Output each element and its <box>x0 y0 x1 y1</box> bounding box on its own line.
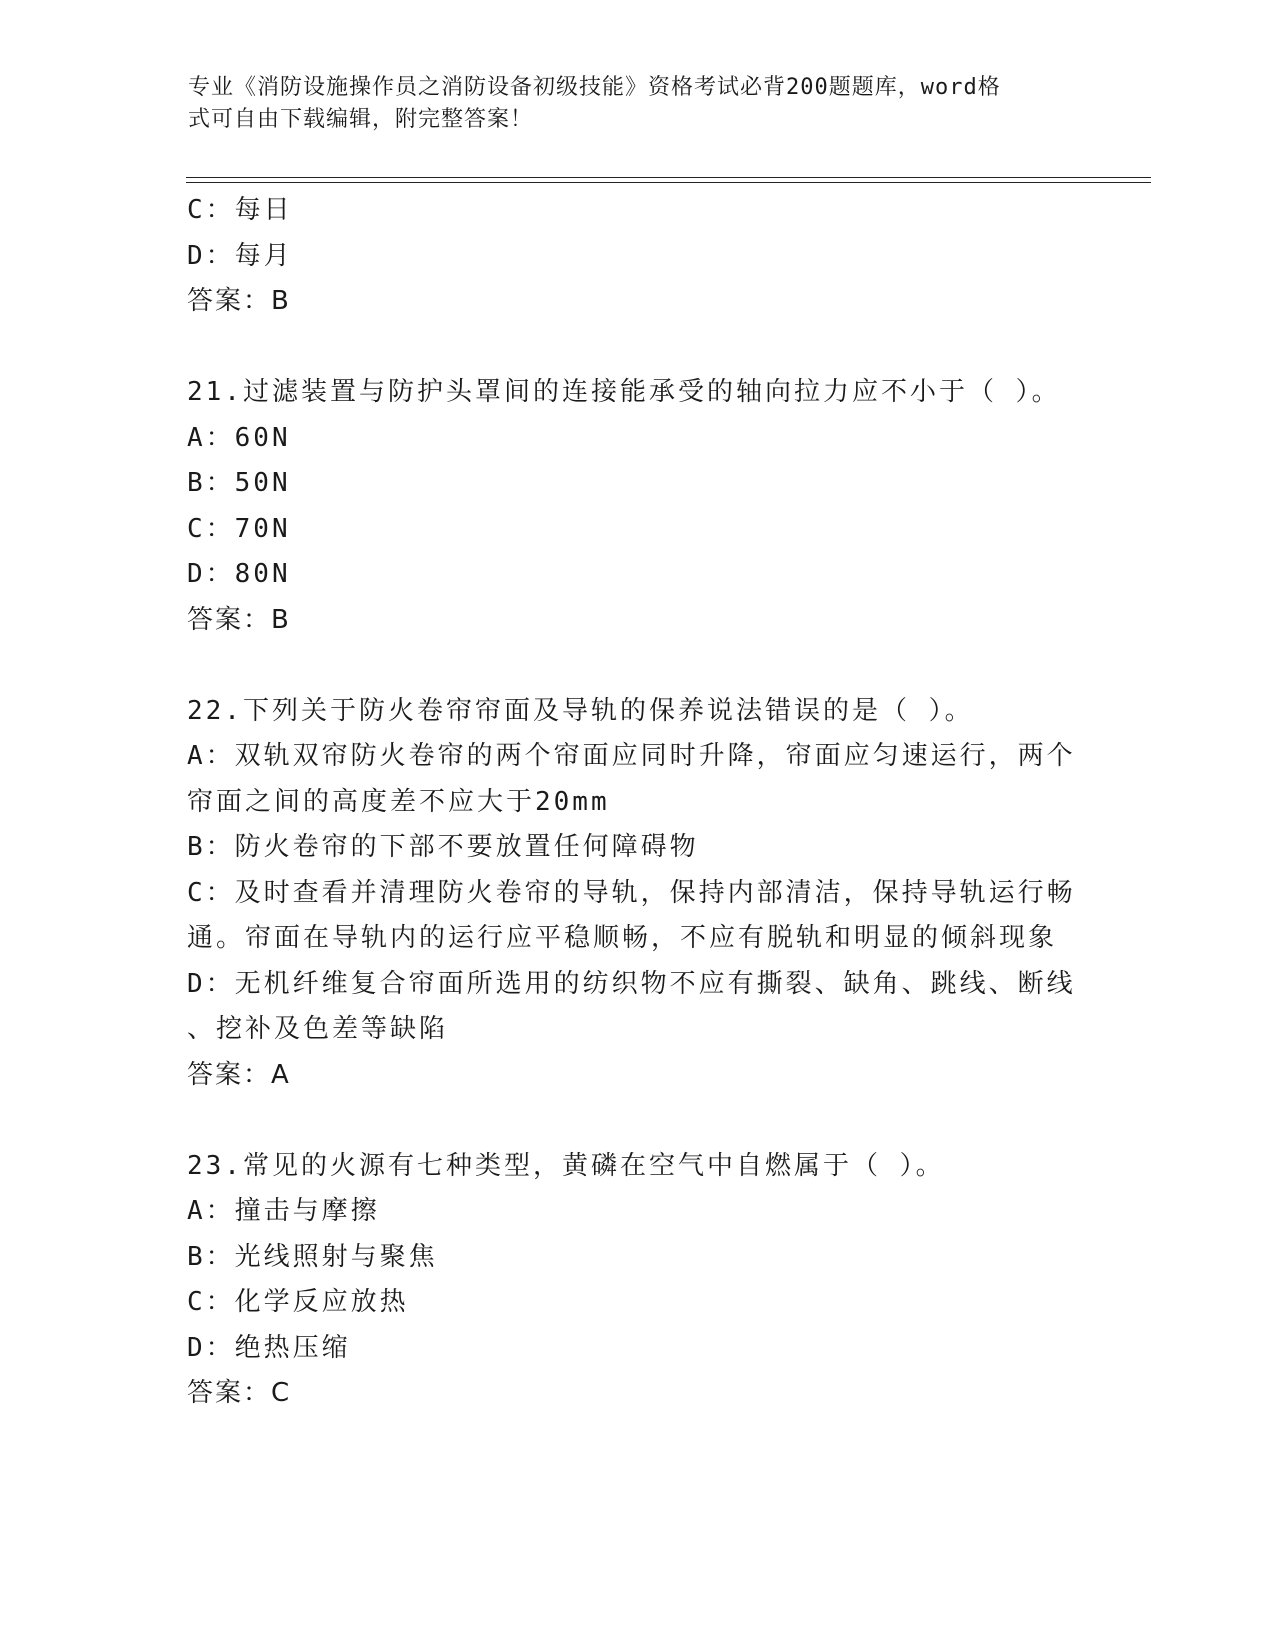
previous-question-tail <box>187 188 1087 325</box>
answer-line: 答案：B <box>187 286 291 316</box>
option-d-line-1: D：无机纤维复合帘面所选用的纺织物不应有撕裂、缺角、跳线、断线 <box>187 968 1076 999</box>
spacer <box>187 643 1087 689</box>
option-b: B：防火卷帘的下部不要放置任何障碍物 <box>187 832 699 862</box>
option-c: C：70N <box>187 513 291 544</box>
question-23 <box>187 1144 1087 1417</box>
option-c: C：化学反应放热 <box>187 1287 409 1317</box>
option-a: A：撞击与摩擦 <box>187 1196 380 1226</box>
spacer <box>187 1098 1087 1144</box>
option-c-line-2: 通。帘面在导轨内的运行应平稳顺畅，不应有脱轨和明显的倾斜现象 <box>187 923 1058 953</box>
option-b: B：50N <box>187 468 291 498</box>
answer-line: 答案：B <box>187 604 291 635</box>
question-content <box>187 188 1087 1417</box>
question-22 <box>187 689 1087 1099</box>
option-b: B：光线照射与聚焦 <box>187 1241 438 1272</box>
header-divider-top <box>186 177 1151 178</box>
option-a: A：60N <box>187 422 291 453</box>
header-line-2: 式可自由下载编辑，附完整答案！ <box>188 107 534 132</box>
answer-line: 答案：A <box>187 1059 291 1090</box>
question-title: 21.过滤装置与防护头罩间的连接能承受的轴向拉力应不小于（ ）。 <box>187 377 1061 407</box>
page-header <box>188 72 1068 136</box>
option-c-line-1: C：及时查看并清理防火卷帘的导轨，保持内部清洁，保持导轨运行畅 <box>187 877 1076 908</box>
option-d: D：绝热压缩 <box>187 1332 351 1363</box>
question-title: 22.下列关于防火卷帘帘面及导轨的保养说法错误的是（ ）。 <box>187 695 974 726</box>
answer-line: 答案：C <box>187 1378 292 1408</box>
header-line-1: 专业《消防设施操作员之消防设备初级技能》资格考试必背200题题库，word格 <box>188 75 1001 100</box>
header-divider-bottom <box>186 182 1151 183</box>
option-d-line-2: 、挖补及色差等缺陷 <box>187 1014 449 1044</box>
option-d: D：80N <box>187 559 291 589</box>
question-title: 23.常见的火源有七种类型，黄磷在空气中自燃属于（ ）。 <box>187 1150 945 1181</box>
spacer <box>187 325 1087 371</box>
option-d: D：每月 <box>187 240 293 271</box>
question-21 <box>187 370 1087 643</box>
option-a-line-2: 帘面之间的高度差不应大于20mm <box>187 786 610 817</box>
option-c: C：每日 <box>187 195 293 225</box>
option-a-line-1: A：双轨双帘防火卷帘的两个帘面应同时升降，帘面应匀速运行，两个 <box>187 741 1076 771</box>
